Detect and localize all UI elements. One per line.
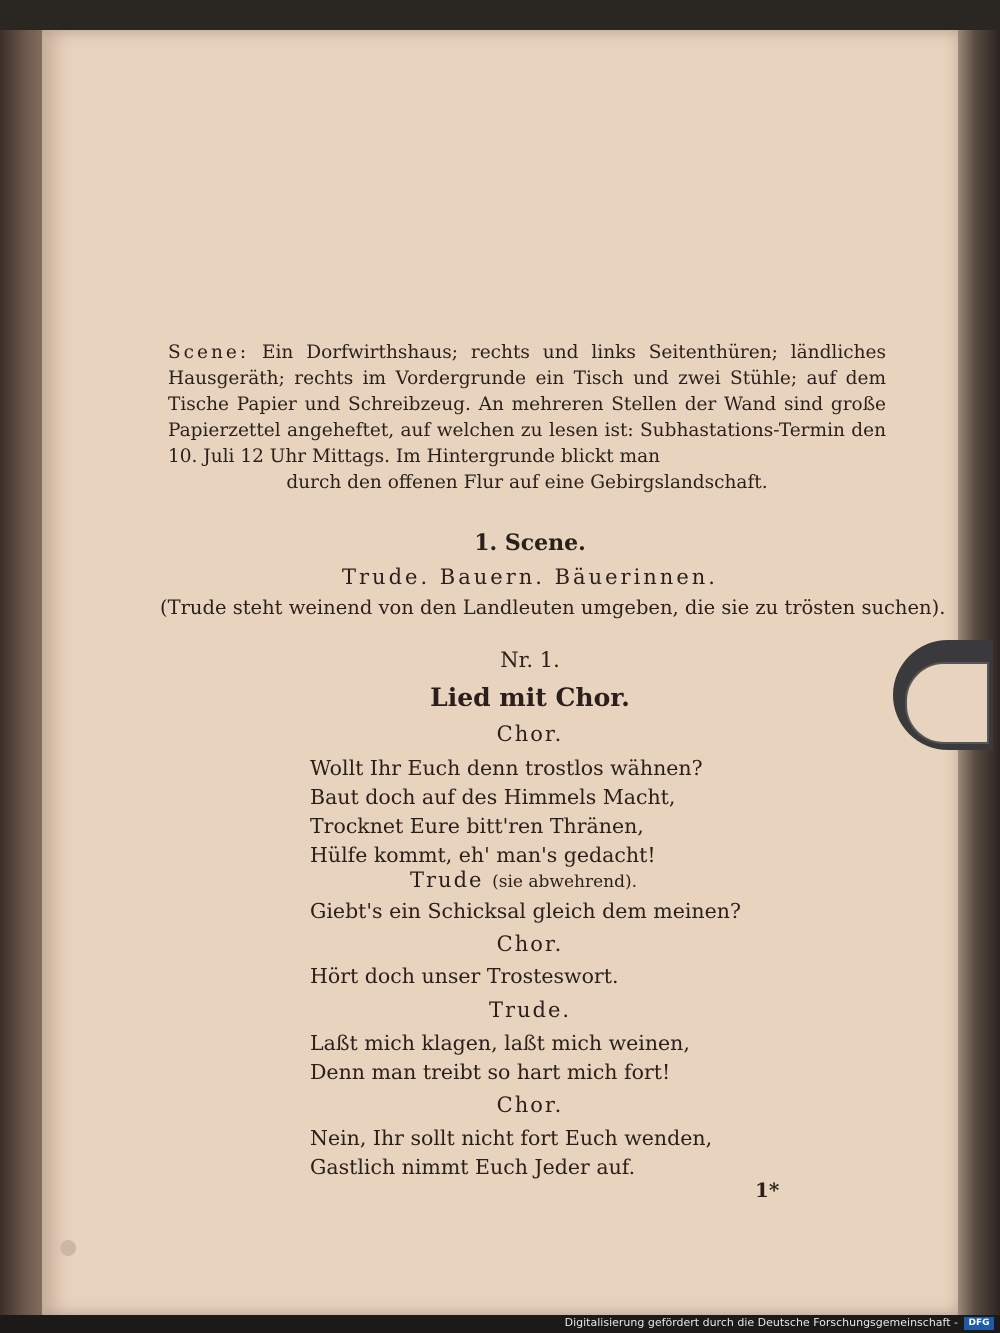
number-heading: Nr. 1. xyxy=(500,648,560,672)
scene-label: Scene: xyxy=(168,342,250,363)
scene-description xyxy=(168,340,886,496)
verse-line: Nein, Ihr sollt nicht fort Euch wenden, xyxy=(310,1126,713,1150)
scene-description-text: Ein Dorfwirthshaus; rechts und links Seitenthüren; ländliches Hausgeräth; rechts im Vordergrunde ein Tisch und zwei Stühle; auf dem Tische Papier und Schreibzeug. An mehreren Stellen der Wand sind große Papierzettel angeheftet, auf welchen zu lesen ist: Subhastations-Termin den 10. Juli 12 Uhr Mittags. Im Hintergrunde blickt man xyxy=(168,342,886,467)
scene-heading: 1. Scene. xyxy=(474,530,586,556)
signature-mark: 1* xyxy=(755,1178,780,1202)
verse-line: Hört doch unser Trosteswort. xyxy=(310,964,619,988)
verse-line: Trocknet Eure bitt'ren Thränen, xyxy=(310,814,644,838)
verse-line: Wollt Ihr Euch denn trostlos wähnen? xyxy=(310,756,703,780)
verse-line: Denn man treibt so hart mich fort! xyxy=(310,1060,671,1084)
speaker-label: Chor. xyxy=(496,1093,564,1117)
verse-line: Laßt mich klagen, laßt mich weinen, xyxy=(310,1031,690,1055)
persons-list: Trude. Bauern. Bäuerinnen. xyxy=(342,565,718,589)
verse-line: Giebt's ein Schicksal gleich dem meinen? xyxy=(310,899,741,923)
speaker-label: Chor. xyxy=(496,722,564,746)
dfg-logo-icon: DFG xyxy=(964,1317,994,1330)
book-page xyxy=(42,30,960,1315)
piece-title: Lied mit Chor. xyxy=(430,683,630,712)
scene-description-last-line: durch den offenen Flur auf eine Gebirgslandschaft. xyxy=(286,472,768,493)
speaker-note: (sie abwehrend). xyxy=(492,872,638,892)
paper-stain xyxy=(60,1240,76,1256)
stage-direction: (Trude steht weinend von den Landleuten umgeben, die sie zu trösten suchen). xyxy=(160,596,946,619)
speaker-name: Trude xyxy=(410,868,484,892)
verse-line: Hülfe kommt, eh' man's gedacht! xyxy=(310,843,656,867)
speaker-label: Chor. xyxy=(496,932,564,956)
footer-credit: Digitalisierung gefördert durch die Deutsche Forschungsgemeinschaft - xyxy=(564,1316,958,1329)
speaker-label xyxy=(410,868,637,892)
verse-line: Baut doch auf des Himmels Macht, xyxy=(310,785,676,809)
verse-line: Gastlich nimmt Euch Jeder auf. xyxy=(310,1155,636,1179)
speaker-label: Trude. xyxy=(488,998,572,1022)
